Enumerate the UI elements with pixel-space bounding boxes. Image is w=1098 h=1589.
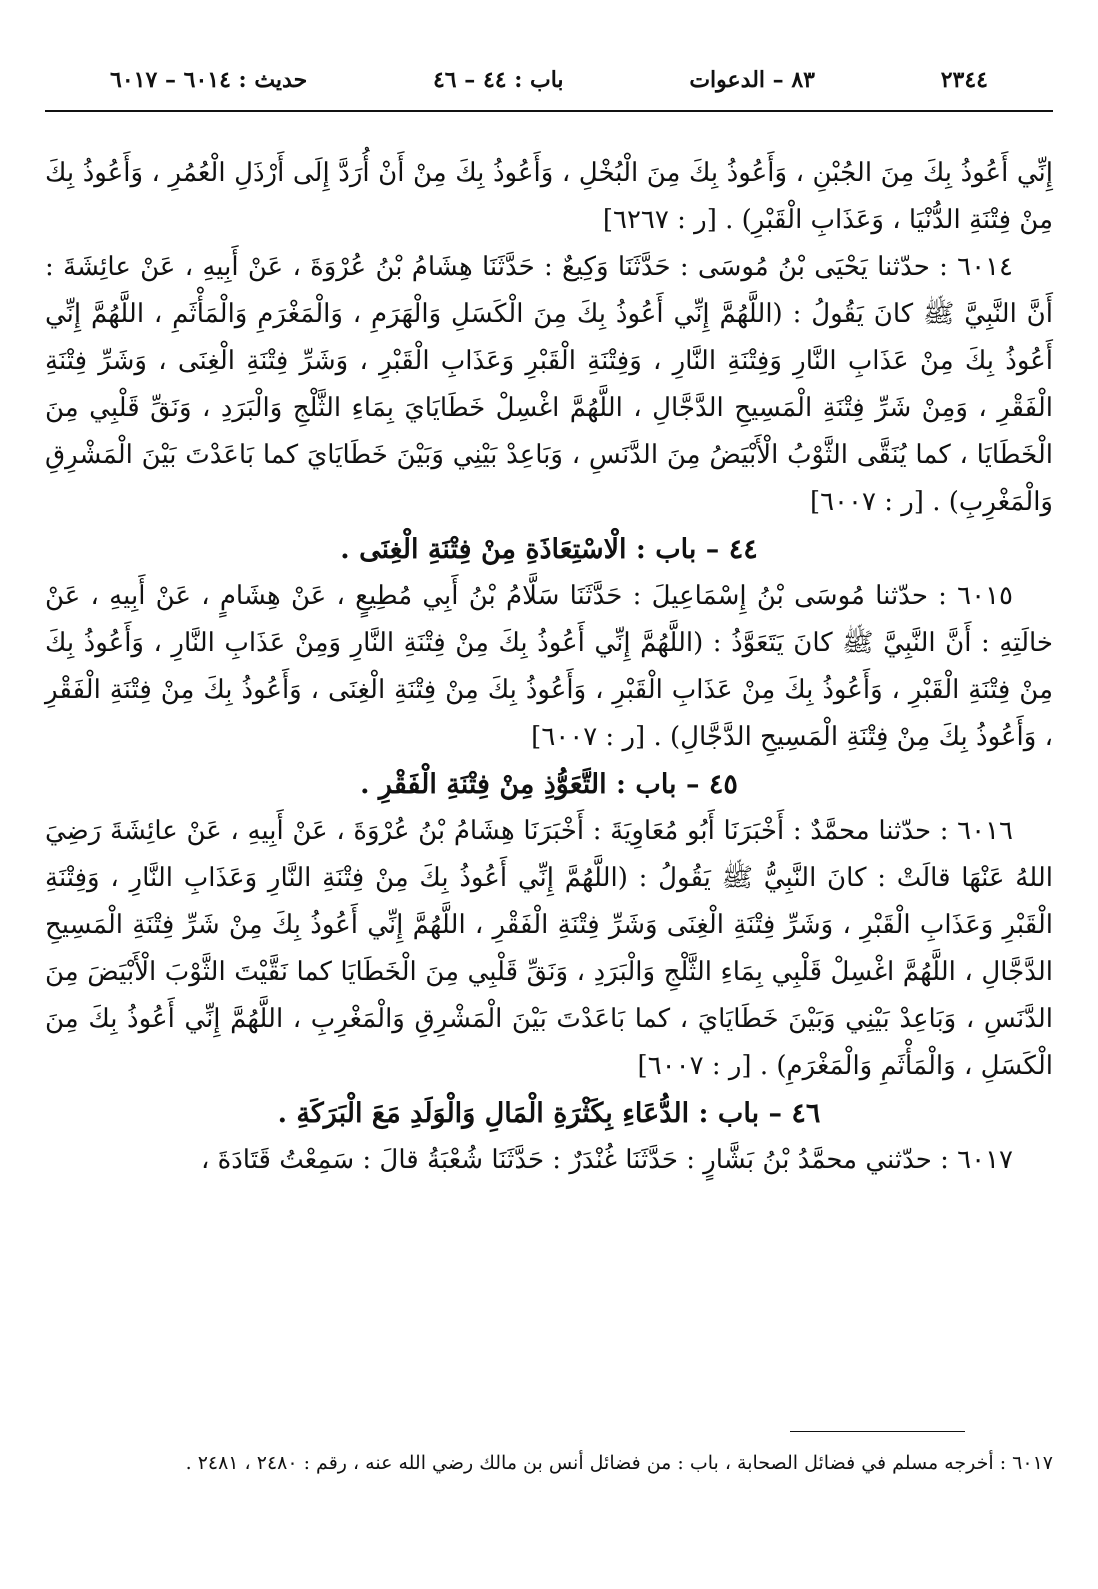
chapter-range: باب : ٤٤ – ٤٦ bbox=[432, 67, 564, 93]
main-text bbox=[45, 150, 1053, 1184]
cross-reference: [ر : ٦٢٦٧] bbox=[602, 205, 717, 235]
cross-reference: [ر : ٦٠٠٧] bbox=[809, 487, 924, 517]
hadith-6017: ٦٠١٧ : حدّثني محمَّدُ بْنُ بَشَّارٍ : حَدَّثَنَا غُنْدَرٌ : حَدَّثَنَا شُعْبَةُ قالَ : سَمِعْتُ قَتَادَةَ ، bbox=[200, 1145, 1013, 1175]
footnote: ٦٠١٧ : أخرجه مسلم في فضائل الصحابة ، باب : من فضائل أنس بن مالك رضي الله عنه ، رقم : ٢٤٨٠ ، ٢٤٨١ . bbox=[185, 1452, 1053, 1474]
header-rule bbox=[45, 110, 1053, 112]
chapter-heading-45: ٤٥ – باب : التَّعَوُّذِ مِنْ فِتْنَةِ الْفَقْرِ . bbox=[360, 769, 738, 800]
paragraph: إِنِّي أَعُوذُ بِكَ مِنَ الجُبْنِ ، وَأَعُوذُ بِكَ مِنَ الْبُخْلِ ، وَأَعُوذُ بِكَ مِنْ أَنْ أُرَدَّ إِلَى أَرْذَلِ الْعُمُرِ ، وَأَعُوذُ بِكَ مِنْ فِتْنَةِ الدُّنْيَا ، وَعَذَابِ الْقَبْرِ) . [ر : ٦٢٦٧] bbox=[45, 158, 1053, 235]
footnote-rule bbox=[790, 1431, 965, 1432]
page-number: ٢٣٤٤ bbox=[940, 67, 988, 93]
running-header bbox=[110, 60, 988, 100]
hadith-6016: ٦٠١٦ : حدّثنا محمَّدٌ : أَخْبَرَنَا أَبُو مُعَاوِيَةَ : أَخْبَرَنَا هِشَامُ بْنُ عُرْوَةَ ، عَنْ أَبِيهِ ، عَنْ عائِشَةَ رَضِيَ اللهُ عَنْهَا قالَتْ : كانَ النَّبِيُّ ﷺ يَقُولُ : (اللَّهُمَّ إِنِّي أَعُوذُ بِكَ مِنْ فِتْنَةِ النَّارِ وَعَذَابِ النَّارِ ، وَفِتْنَةِ الْقَبْرِ وَعَذَابِ الْقَبْرِ ، وَشَرِّ فِتْنَةِ الْغِنَى وَشَرِّ فِتْنَةِ الْفَقْرِ ، اللَّهُمَّ إِنِّي أَعُوذُ بِكَ مِنْ شَرِّ فِتْنَةِ الْمَسِيحِ الدَّجَّالِ ، اللَّهُمَّ اغْسِلْ قَلْبِي بِمَاءِ الثَّلْجِ وَالْبَرَدِ ، وَنَقِّ قَلْبِي مِنَ الْخَطَايَا كما نَقَّيْتَ الثَّوْبَ الْأَبْيَضَ مِنَ الدَّنَسِ ، وَبَاعِدْ بَيْنِي وَبَيْنَ خَطَايَايَ ، كما بَاعَدْتَ بَيْنَ الْمَشْرِقِ وَالْمَغْرِبِ ، اللَّهُمَّ إِنِّي أَعُوذُ بِكَ مِنَ الْكَسَلِ ، وَالْمَأْثَمِ وَالْمَغْرَمِ) . [ر : ٦٠٠٧] bbox=[45, 816, 1053, 1081]
cross-reference: [ر : ٦٠٠٧] bbox=[637, 1051, 752, 1081]
cross-reference: [ر : ٦٠٠٧] bbox=[531, 722, 646, 752]
hadith-6015: ٦٠١٥ : حدّثنا مُوسَى بْنُ إِسْمَاعِيلَ : حَدَّثَنَا سَلَّامُ بْنُ أَبِي مُطِيعٍ ، عَنْ هِشَامٍ ، عَنْ أَبِيهِ ، عَنْ خالَتِهِ : أَنَّ النَّبِيَّ ﷺ كانَ يَتَعَوَّذُ : (اللَّهُمَّ إِنِّي أَعُوذُ بِكَ مِنْ فِتْنَةِ النَّارِ وَمِنْ عَذَابِ النَّارِ ، وَأَعُوذُ بِكَ مِنْ فِتْنَةِ الْقَبْرِ ، وَأَعُوذُ بِكَ مِنْ عَذَابِ الْقَبْرِ ، وَأَعُوذُ بِكَ مِنْ فِتْنَةِ الْغِنَى ، وَأَعُوذُ بِكَ مِنْ فِتْنَةِ الْفَقْرِ ، وَأَعُوذُ بِكَ مِنْ فِتْنَةِ الْمَسِيحِ الدَّجَّالِ) . [ر : ٦٠٠٧] bbox=[45, 581, 1053, 752]
chapter-heading-46: ٤٦ – باب : الدُّعَاءِ بِكَثْرَةِ الْمَالِ وَالْوَلَدِ مَعَ الْبَرَكَةِ . bbox=[277, 1098, 821, 1129]
chapter-heading-44: ٤٤ – باب : الْاسْتِعَاذَةِ مِنْ فِتْنَةِ الْغِنَى . bbox=[340, 534, 758, 565]
hadith-range: حديث : ٦٠١٤ – ٦٠١٧ bbox=[110, 67, 308, 93]
hadith-6014: ٦٠١٤ : حدّثنا يَحْيَى بْنُ مُوسَى : حَدَّثَنَا وَكِيعٌ : حَدَّثَنَا هِشَامُ بْنُ عُرْوَةَ ، عَنْ أَبِيهِ ، عَنْ عائِشَةَ : أَنَّ النَّبِيَّ ﷺ كانَ يَقُولُ : (اللَّهُمَّ إِنِّي أَعُوذُ بِكَ مِنَ الْكَسَلِ وَالْهَرَمِ ، وَالْمَغْرَمِ وَالْمَأْثَمِ ، اللَّهُمَّ إِنِّي أَعُوذُ بِكَ مِنْ عَذَابِ النَّارِ وَفِتْنَةِ النَّارِ ، وَفِتْنَةِ الْقَبْرِ وَعَذَابِ الْقَبْرِ ، وَشَرِّ فِتْنَةِ الْغِنَى ، وَشَرِّ فِتْنَةِ الْفَقْرِ ، وَمِنْ شَرِّ فِتْنَةِ الْمَسِيحِ الدَّجَّالِ ، اللَّهُمَّ اغْسِلْ خَطَايَايَ بِمَاءِ الثَّلْجِ وَالْبَرَدِ ، وَنَقِّ قَلْبِي مِنَ الْخَطَايَا ، كما يُنَقَّى الثَّوْبُ الْأَبْيَضُ مِنَ الدَّنَسِ ، وَبَاعِدْ بَيْنِي وَبَيْنَ خَطَايَايَ كما بَاعَدْتَ بَيْنَ الْمَشْرِقِ وَالْمَغْرِبِ) . [ر : ٦٠٠٧] bbox=[45, 252, 1053, 517]
book-title: ٨٣ – الدعوات bbox=[689, 67, 815, 93]
